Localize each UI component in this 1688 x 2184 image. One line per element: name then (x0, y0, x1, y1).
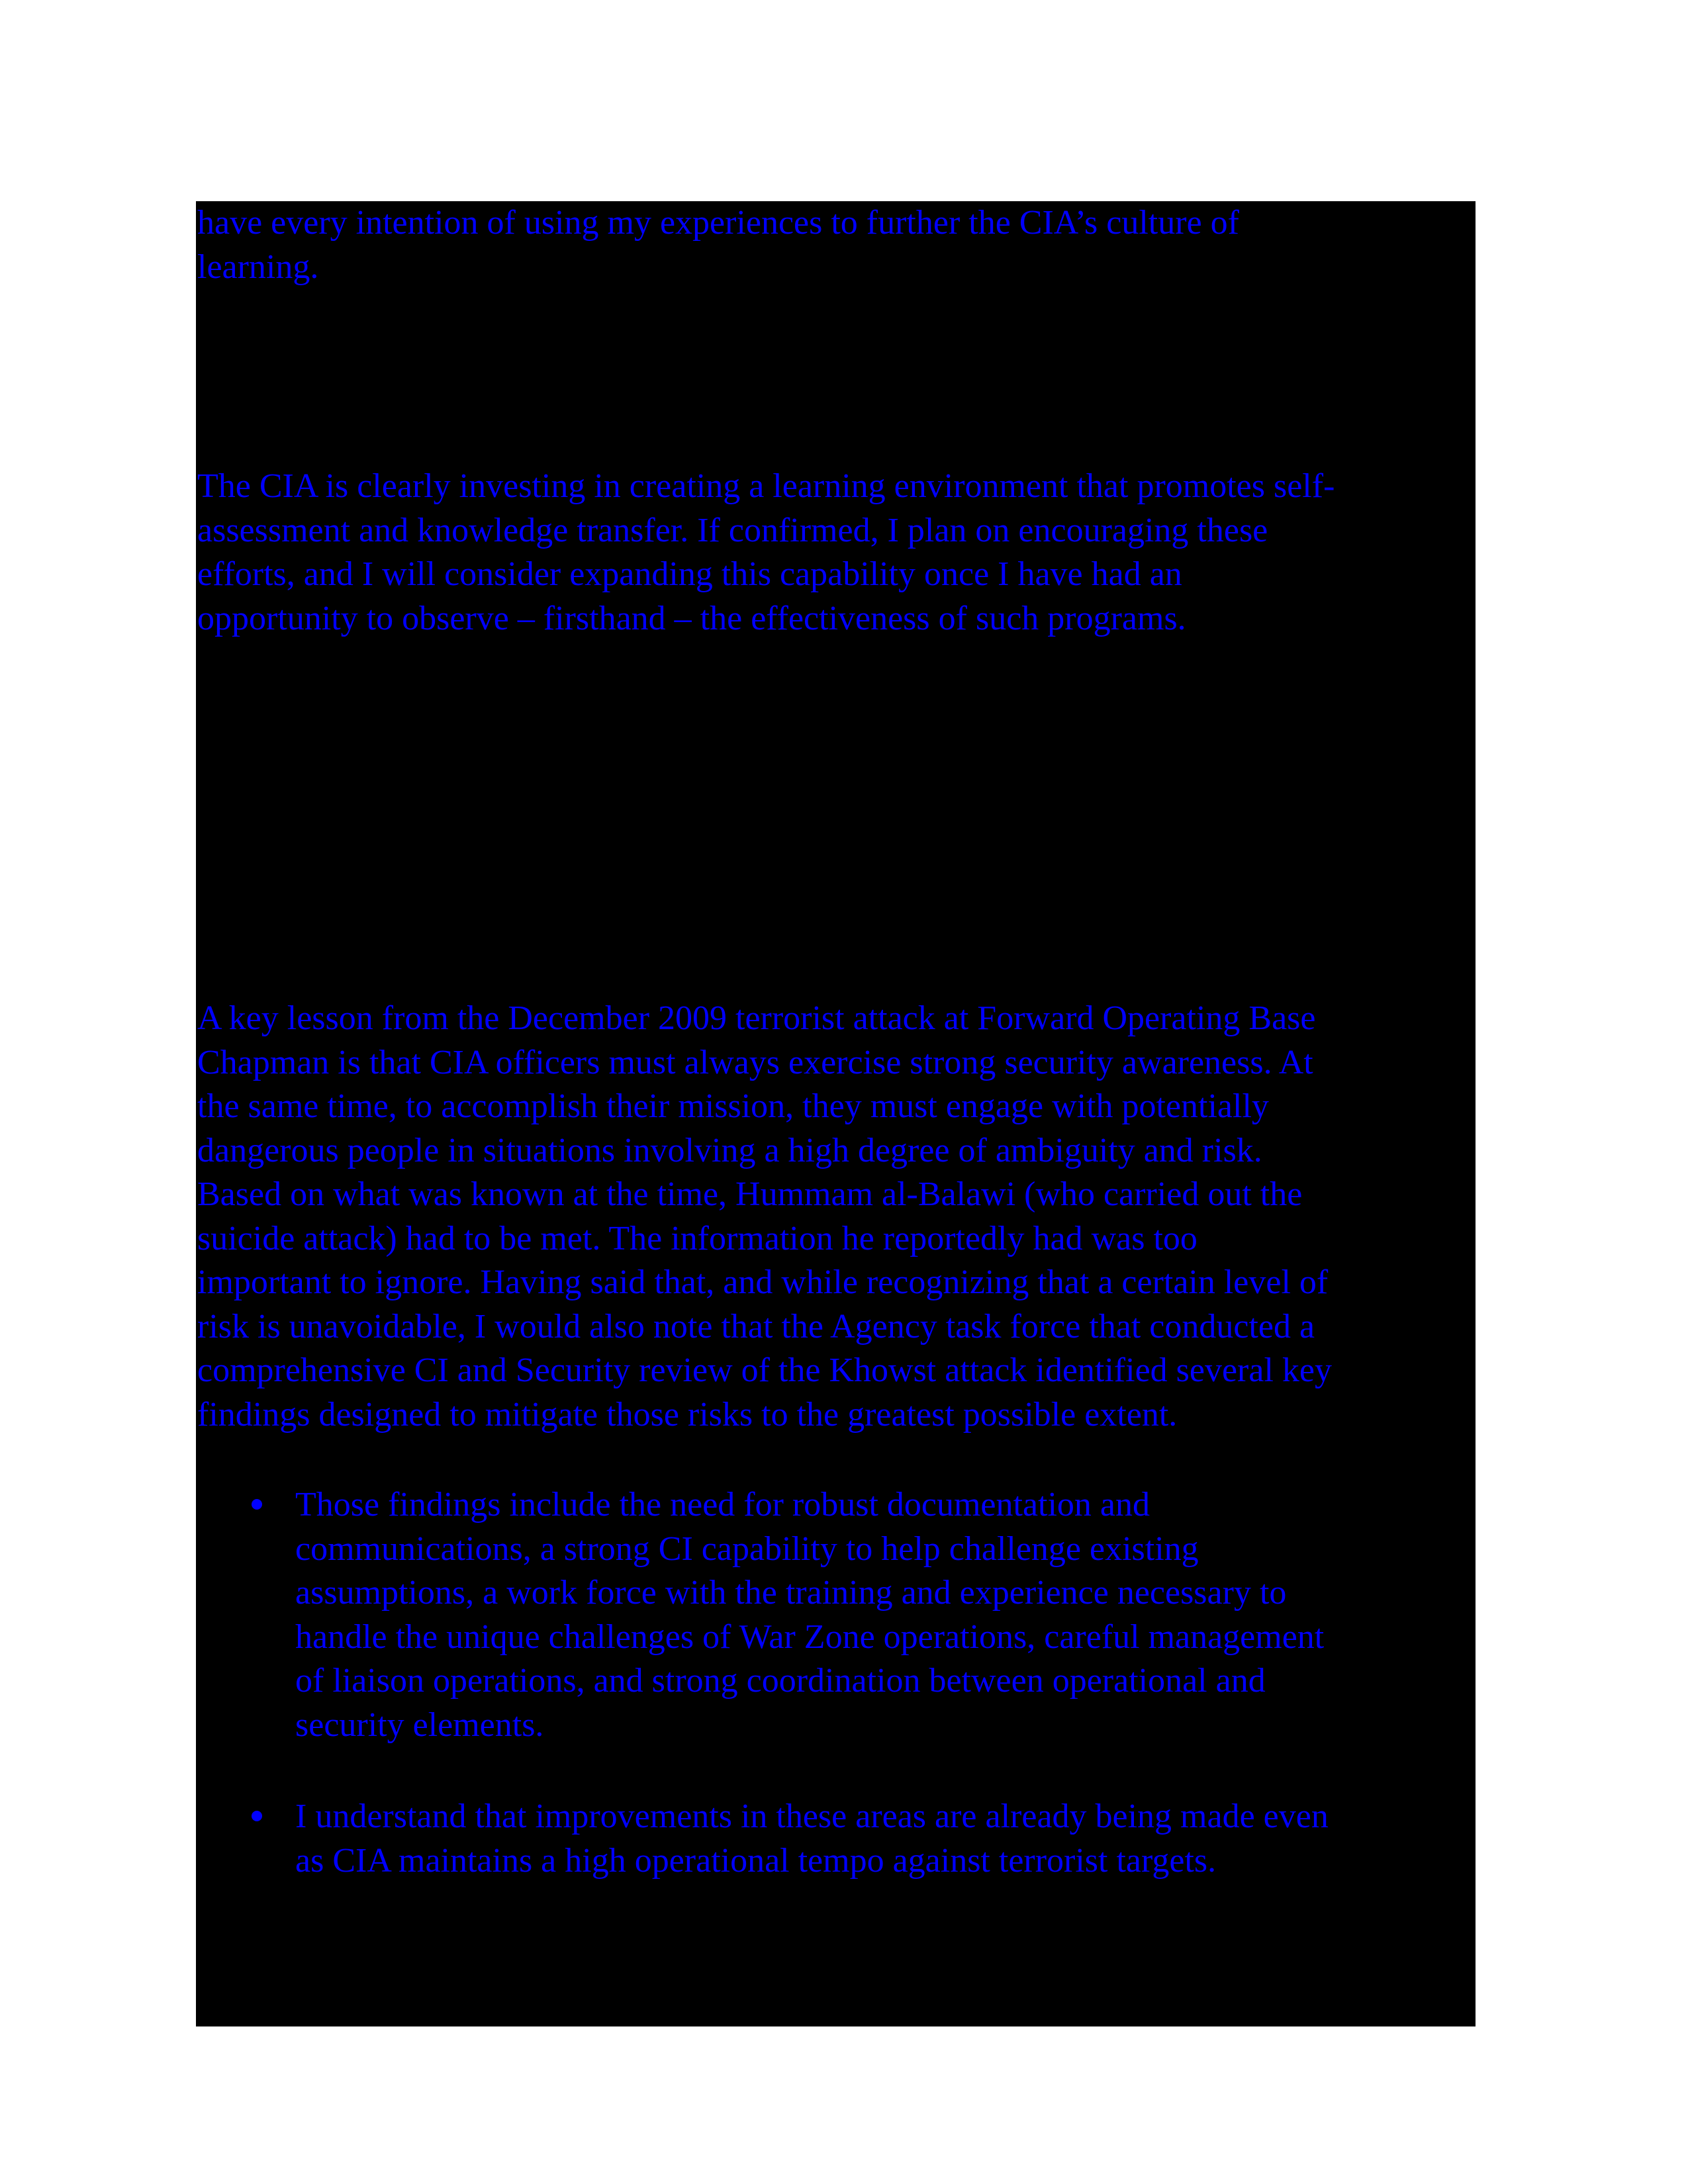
text-line: risk is unavoidable, I would also note that the Agency task force that conducted a (197, 1307, 1315, 1345)
text-line: important to ignore. Having said that, and while recognizing that a certain level of (197, 1263, 1329, 1301)
text-line: opportunity to observe – firsthand – the effectiveness of such programs. (197, 599, 1186, 637)
text-line: I understand that improvements in these areas are already being made even (295, 1797, 1329, 1835)
text-line: Based on what was known at the time, Hummam al-Balawi (who carried out the (197, 1175, 1303, 1213)
text-line: comprehensive CI and Security review of the Khowst attack identified several key (197, 1351, 1332, 1389)
text-line: communications, a strong CI capability to help challenge existing (295, 1529, 1199, 1568)
text-line: Chapman is that CIA officers must always exercise strong security awareness. At (197, 1043, 1313, 1081)
text-line: findings designed to mitigate those risks to the greatest possible extent. (197, 1395, 1178, 1433)
text-line: The CIA is clearly investing in creating a learning environment that promotes self- (197, 467, 1335, 505)
text-line: A key lesson from the December 2009 terrorist attack at Forward Operating Base (197, 999, 1316, 1037)
text-line: learning. (197, 248, 319, 286)
text-line: dangerous people in situations involving a high degree of ambiguity and risk. (197, 1131, 1262, 1169)
bullet-icon (252, 1811, 262, 1821)
text-line: efforts, and I will consider expanding this capability once I have had an (197, 555, 1182, 593)
text-line: handle the unique challenges of War Zone operations, careful management (295, 1617, 1325, 1656)
text-line: suicide attack) had to be met. The information he reportedly had was too (197, 1219, 1197, 1257)
text-line: of liaison operations, and strong coordination between operational and (295, 1662, 1266, 1700)
paragraph-learning-environment (197, 465, 1335, 641)
bullet-item-findings (295, 1483, 1324, 1747)
bullet-icon (252, 1499, 262, 1510)
text-line: assumptions, a work force with the training and experience necessary to (295, 1574, 1287, 1612)
text-line: as CIA maintains a high operational tempo against terrorist targets. (295, 1841, 1217, 1880)
text-line: security elements. (295, 1706, 544, 1744)
text-line: the same time, to accomplish their mission, they must engage with potentially (197, 1087, 1269, 1125)
text-line: assessment and knowledge transfer. If confirmed, I plan on encouraging these (197, 511, 1268, 549)
paragraph-chapman-lesson (197, 997, 1332, 1437)
text-line: Those findings include the need for robust documentation and (295, 1486, 1150, 1524)
bullet-item-improvements (295, 1795, 1329, 1883)
text-line: have every intention of using my experiences to further the CIA’s culture of (197, 204, 1239, 242)
paragraph-culture-of-learning (197, 201, 1239, 289)
